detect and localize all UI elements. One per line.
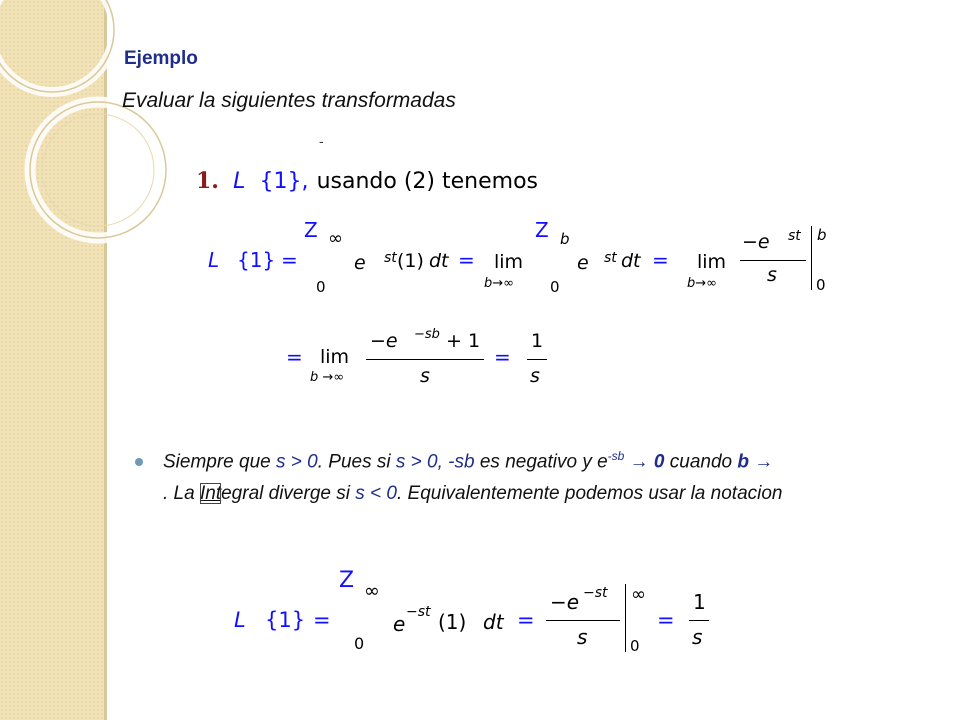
bullet-arrow-2: b → [737,451,774,473]
bullet-line-2 [163,483,783,505]
slide-subtitle: Evaluar la siguientes transformadas [122,89,456,112]
eq3-eval-bar [625,584,626,652]
eq3-fraction-bar [546,620,620,621]
eq2-equals-2: = [494,345,511,369]
item-number: 1. [196,168,219,194]
eq1-int1-upper: ∞ [328,228,343,249]
bullet-icon [135,458,143,466]
item-brace: {1}, [259,169,309,194]
bullet-line2-c: . Equivalentemente podemos usar la notacion [396,483,783,504]
bullet-exp: -sb [607,449,625,463]
eq1-exp-1: st [384,250,397,266]
eq1-dt-1: dt [429,250,449,272]
eq1-frac-num: −e [742,231,770,253]
eq1-e-2: e [577,252,589,274]
eq2-result-bar [527,359,547,360]
eq3-brace: {1} [265,608,306,632]
bullet-line2-b: egral diverge si [221,483,356,504]
eq2-result-den: s [530,365,540,387]
bullet-text-2: . Pues si [317,451,396,473]
eq3-frac-num-exp: −st [583,585,608,601]
eq3-L: L [234,608,246,632]
bullet-text-3: es negativo y e [474,451,608,473]
decorative-rings [0,0,230,260]
bullet-arrow-1: → 0 [629,451,665,473]
eq2-fraction-bar [366,359,484,360]
eq2-num-tail: + 1 [446,330,481,352]
eq1-dt-2: dt [621,250,641,272]
eq1-frac-num-exp: st [788,228,801,244]
eq1-equals-3: = [652,248,669,272]
eq1-equals-1: = [281,248,298,272]
eq3-equals-2: = [517,608,535,632]
bullet-cond-1: s > 0 [276,451,318,473]
eq1-fraction-bar [740,260,806,261]
eq2-den: s [420,365,430,387]
eq3-int-upper: ∞ [364,580,380,602]
bullet-int-box: Int [199,483,222,504]
eq3-eval-lower: 0 [630,637,640,655]
eq1-eval-upper: b [817,226,827,244]
eq1-equals-2: = [458,248,475,272]
eq1-frac-den: s [767,264,777,286]
bullet-text-1: Siempre que [163,451,277,473]
eq1-lim-2: lim [697,251,727,273]
eq1-int2-lower: 0 [550,278,560,296]
eq2-num-exp: −sb [414,327,440,342]
bullet-line-1 [163,449,773,473]
eq3-integral: Z [339,568,355,593]
eq1-L: L [208,248,220,272]
bullet-text-4: cuando [664,451,738,473]
eq1-lim-1: lim [494,251,524,273]
item-text: usando (2) tenemos [316,169,538,194]
eq2-lim-sub: b →∞ [310,370,345,385]
eq3-result-num: 1 [693,590,706,614]
eq1-eval-lower: 0 [816,276,826,294]
eq2-equals-1: = [286,345,303,369]
eq1-int1-lower: 0 [316,278,326,296]
eq3-equals-1: = [313,608,331,632]
eq3-result-den: s [692,625,703,649]
eq3-result-bar [689,620,709,621]
eq3-one-paren: (1) [438,610,467,634]
eq3-int-lower: 0 [354,634,365,653]
eq1-brace: {1} [237,248,276,272]
eq3-dt: dt [483,610,504,634]
eq3-equals-3: = [657,608,675,632]
eq1-int2-upper: b [560,230,570,248]
eq1-integral-1: Z [304,218,318,242]
eq1-exp-2: st [604,250,617,266]
stray-mark: - [319,133,324,149]
eq2-num: −e [370,330,398,352]
item-L: L [233,169,246,194]
eq3-eval-upper: ∞ [631,584,646,605]
eq1-lim-1-sub: b→∞ [484,276,514,291]
item-1-line [196,168,538,194]
eq3-frac-num: −e [550,590,580,614]
eq2-result-num: 1 [531,330,544,352]
eq1-lim-2-sub: b→∞ [687,276,717,291]
eq1-eval-bar [811,226,812,290]
eq2-lim: lim [320,346,350,368]
eq1-one-paren: (1) [397,250,424,272]
slide-heading: Ejemplo [124,48,198,69]
eq1-integral-2: Z [535,218,549,242]
bullet-cond-2: s > 0, -sb [395,451,475,473]
eq3-exp: −st [406,604,431,620]
eq3-e: e [393,612,406,636]
eq3-frac-den: s [577,625,588,649]
bullet-line2-a: . La [163,483,200,504]
eq1-e-1: e [354,252,366,274]
bullet-cond-3: s < 0 [355,483,397,504]
